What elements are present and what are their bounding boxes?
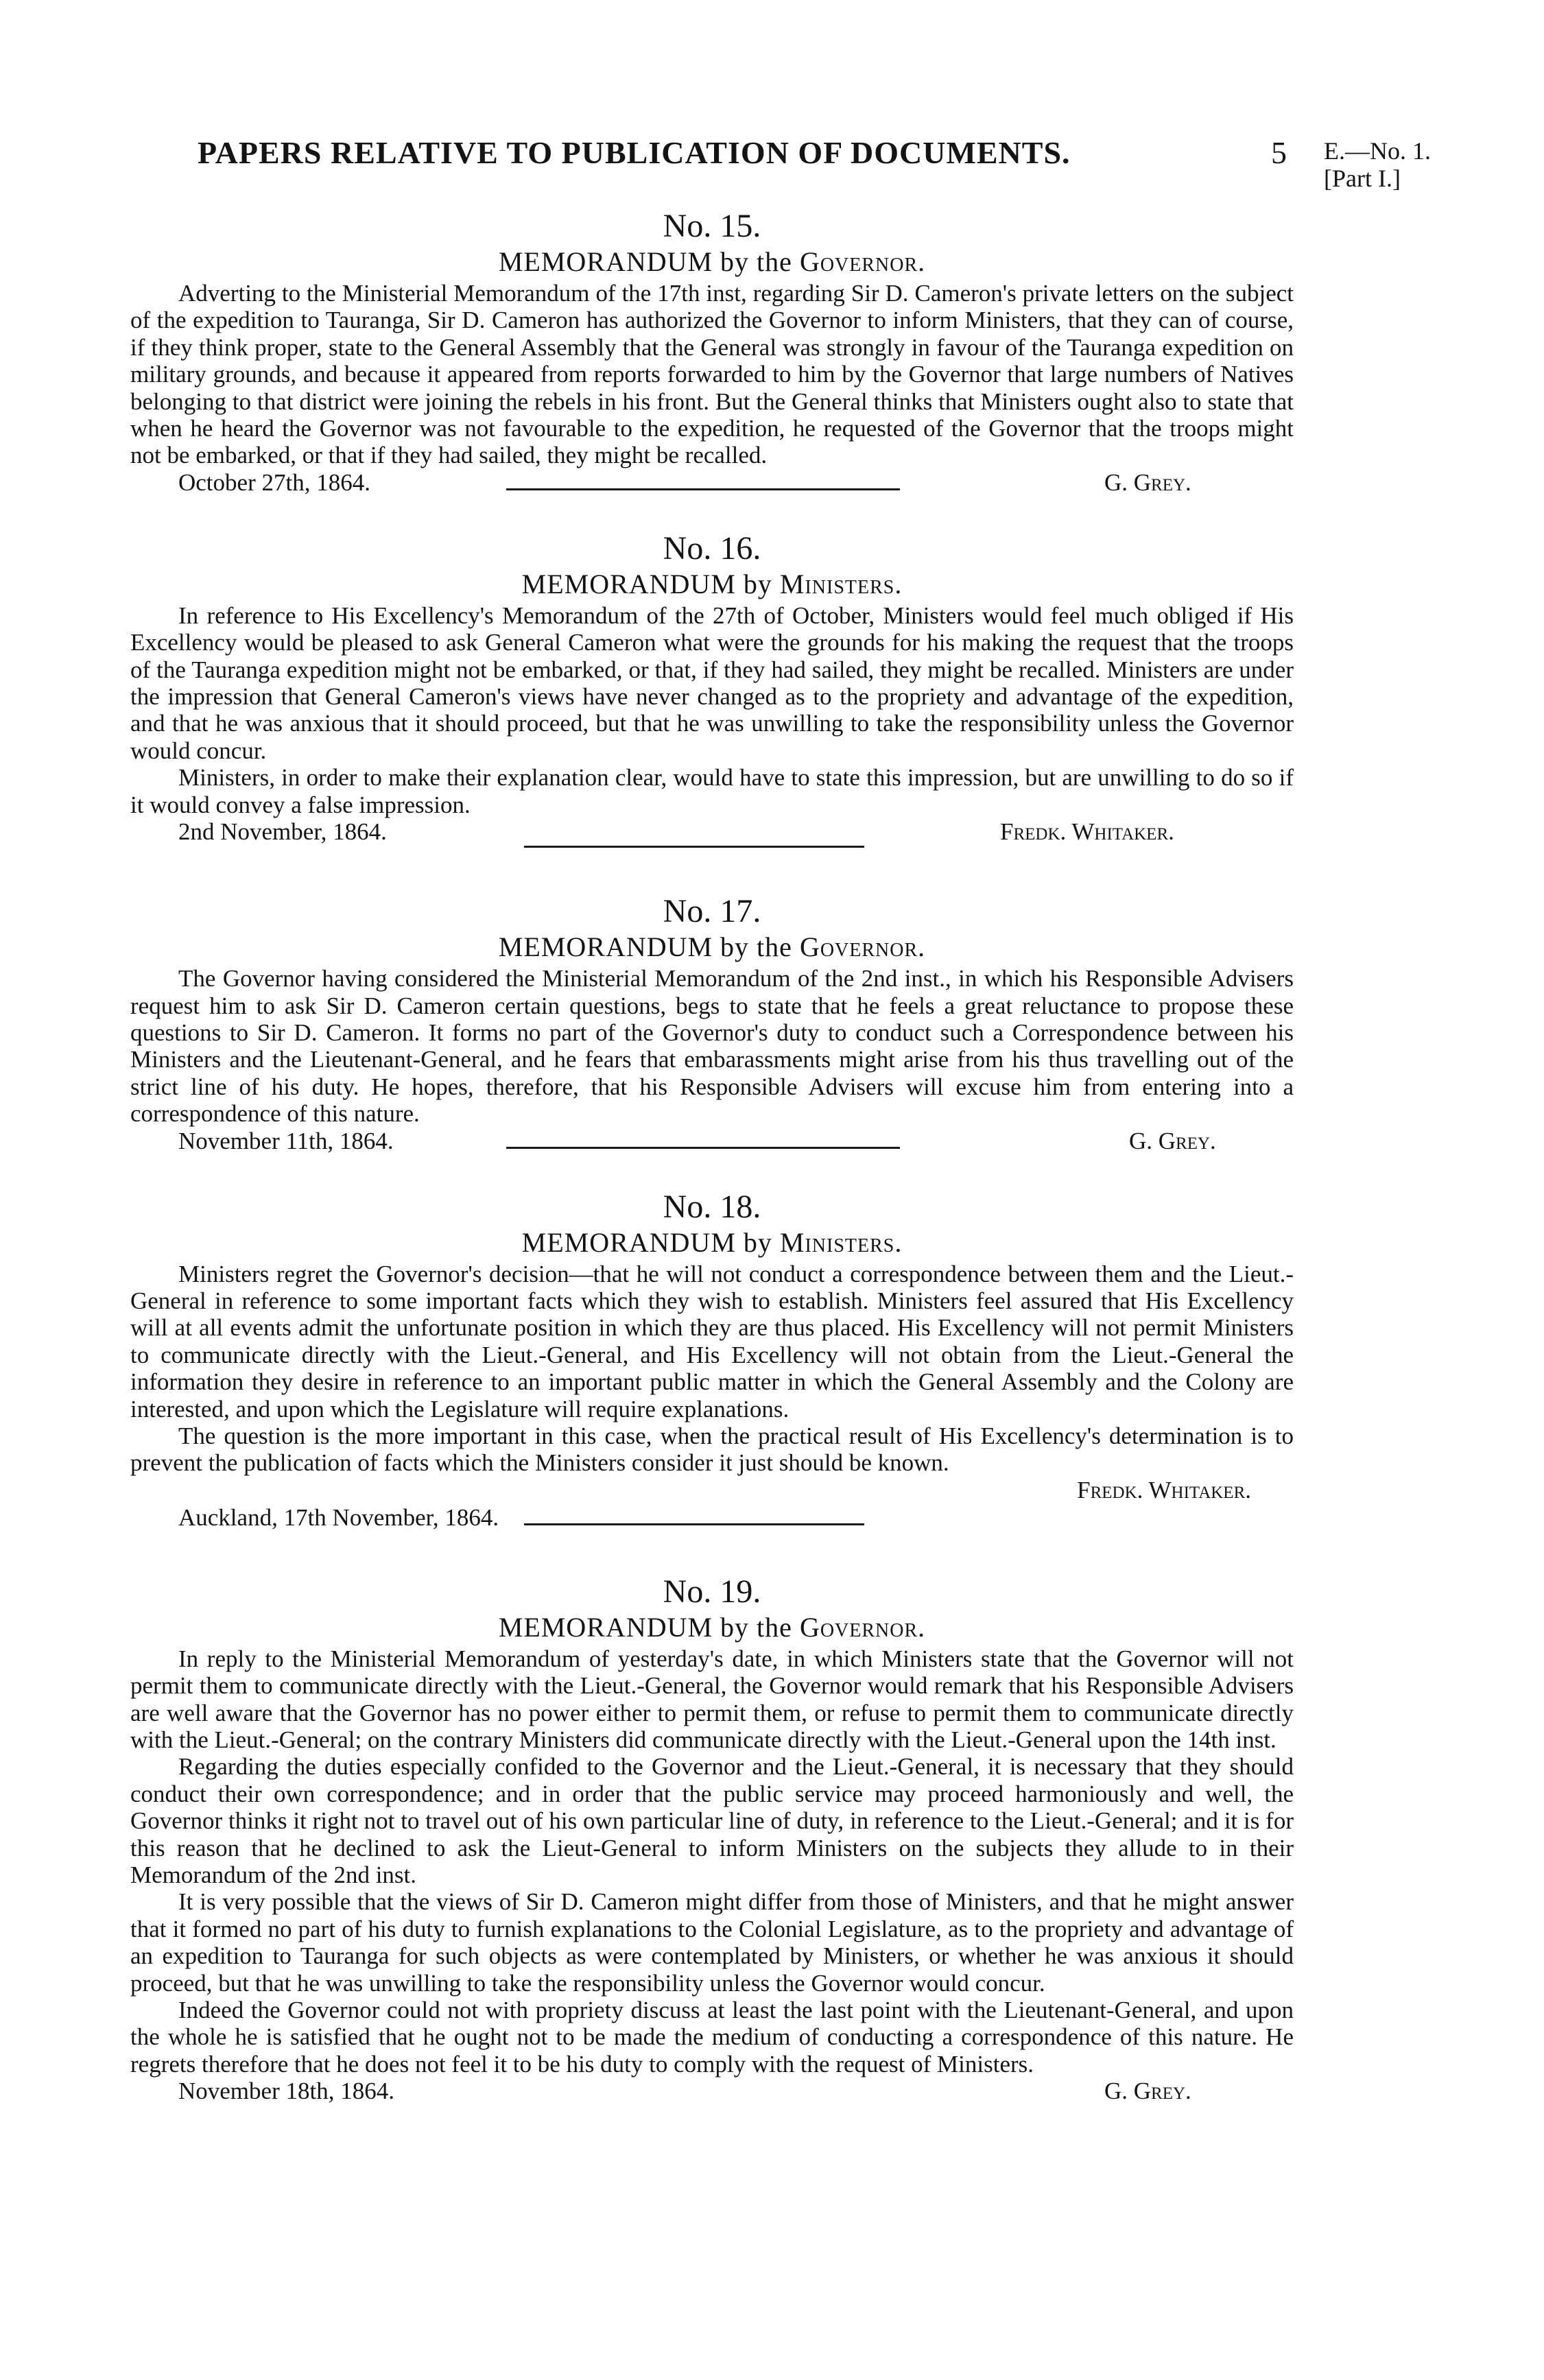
signature: G. Grey. — [1129, 1127, 1216, 1154]
signature: Fredk. Whitaker. — [1077, 1476, 1251, 1503]
title-prefix: MEMORANDUM by — [521, 1226, 772, 1258]
signature: Fredk. Whitaker. — [1000, 818, 1174, 846]
date: November 11th, 1864. — [178, 1127, 394, 1154]
paragraph: Regarding the duties especially confided to the Governor and the Lieut.-General, it is necessary that they should conduct their own correspondence; and in order that the public service may proceed harmoniously and well, the Governor thinks it right not to travel out of his own particular line of duty, in reference to the Lieut.-General; and it is for this reason that he declined to ask the Lieut-General to inform Ministers on the subjects they allude to in their Memorandum of the 2nd inst. — [130, 1753, 1294, 1889]
reference-line-2: [Part I.] — [1324, 165, 1401, 192]
section-divider — [524, 846, 864, 848]
paragraph: Adverting to the Ministerial Memorandum of the 17th inst, regarding Sir D. Cameron's private letters on the subject of the expedition to Tauranga, Sir D. Cameron has authorized the Governor to inform Ministers, that they can of course, if they think proper, state to the General Assembly that the General was strongly in favour of the Tauranga expedition on military grounds, and because it appeared from reports forwarded to him by the Governor that large numbers of Natives belonging to that district were joining the rebels in his front. But the General thinks that Ministers ought also to state that when he heard the Governor was not favourable to the expedition, he requested of the Governor that the troops might not be embarked, or that if they had sailed, they might be recalled. — [130, 280, 1294, 469]
closing-line — [130, 1504, 1294, 1532]
signature-line — [130, 1477, 1294, 1504]
reference-line-1: E.—No. 1. — [1324, 137, 1431, 165]
paragraph: The Governor having considered the Ministerial Memorandum of the 2nd inst., in which his Responsible Advisers request him to ask Sir D. Cameron certain questions, begs to state that he feels a great reluctance to propose these questions to Sir D. Cameron. It forms no part of the Governor's duty to conduct such a Correspondence between his Ministers and the Lieutenant-General, and he fears that embarassments might arise from his thus travelling out of the strict line of his duty. He hopes, therefore, that his Responsible Advisers will excuse him from entering into a correspondence of this nature. — [130, 965, 1294, 1128]
title-author: Ministers. — [779, 1226, 903, 1258]
section-divider — [506, 488, 900, 490]
section-number: No. 16. — [663, 529, 761, 567]
section-number: No. 19. — [663, 1573, 761, 1610]
title-author: Governor. — [799, 246, 926, 277]
title-prefix: MEMORANDUM by the — [498, 1611, 792, 1643]
signature: G. Grey. — [1104, 468, 1191, 496]
paragraph: It is very possible that the views of Sir D. Cameron might differ from those of Ministers, and that he might answer that it formed no part of his duty to furnish explanations to the Colonial Legislature, as to the propriety and advantage of an expedition to Tauranga for such objects as were contemplated by Ministers, or whether he was anxious it should proceed, but that he was unwilling to take the responsibility unless the Governor would concur. — [130, 1888, 1294, 1997]
memorandum-no-17 — [130, 891, 1294, 1154]
paragraph: Ministers regret the Governor's decision—that he will not conduct a correspondence between them and the Lieut.-General in reference to some important facts which they wish to establish. Ministers feel assured that His Excellency will at all events admit the unfortunate position in which they are thus placed. His Excellency will not permit Ministers to communicate directly with the Lieut.-General, and His Excellency will not obtain from the Lieut.-General the information they desire in reference to an important public matter in which the General Assembly and the Colony are interested, and upon which the Legislature will require explanations. — [130, 1260, 1294, 1423]
title-prefix: MEMORANDUM by the — [498, 931, 792, 963]
paragraph: In reference to His Excellency's Memorandum of the 27th of October, Ministers would feel much obliged if His Excellency would be pleased to ask General Cameron what were the grounds for his making the request that the troops of the Tauranga expedition might not be embarked, or that, if they had sailed, they might be recalled. Ministers are under the impression that General Cameron's views have never changed as to the propriety and advantage of the expedition, and that he was anxious that it should proceed, but that he was unwilling to take the responsibility unless the Governor would concur. — [130, 602, 1294, 764]
date: October 27th, 1864. — [178, 468, 370, 496]
date: Auckland, 17th November, 1864. — [178, 1503, 499, 1531]
signature: G. Grey. — [1104, 2078, 1191, 2105]
memorandum-no-19 — [130, 1571, 1294, 2106]
title-prefix: MEMORANDUM by the — [498, 246, 792, 277]
paragraph: Indeed the Governor could not with propriety discuss at least the last point with the Lieutenant-General, and upon the whole he is satisfied that he ought not to be made the medium of conducting a correspondence of this nature. He regrets therefore that he does not feel it to be his duty to comply with the request of Ministers. — [130, 1997, 1294, 2078]
memorandum-title — [130, 1228, 1294, 1258]
closing-line — [130, 469, 1294, 497]
title-author: Governor. — [799, 931, 926, 963]
section-divider — [524, 1523, 864, 1525]
memorandum-no-16 — [130, 528, 1294, 859]
memorandum-title — [130, 1613, 1294, 1643]
section-number: No. 17. — [663, 893, 761, 930]
title-author: Ministers. — [779, 568, 903, 599]
memorandum-no-18 — [130, 1187, 1294, 1532]
section-number: No. 15. — [663, 208, 761, 244]
date: November 18th, 1864. — [178, 2078, 394, 2105]
running-head-title: PAPERS RELATIVE TO PUBLICATION OF DOCUMENTS. — [198, 135, 1071, 170]
paragraph: The question is the more important in this case, when the practical result of His Excellency's determination is to prevent the publication of facts which the Ministers consider it just should be known. — [130, 1422, 1294, 1477]
memorandum-title — [130, 569, 1294, 599]
page-number: 5 — [1271, 135, 1287, 170]
title-author: Governor. — [799, 1611, 926, 1643]
memorandum-no-15 — [130, 206, 1294, 497]
document-reference — [1324, 137, 1431, 192]
paragraph: Ministers, in order to make their explanation clear, would have to state this impression, but are unwilling to do so if it would convey a false impression. — [130, 764, 1294, 818]
memorandum-title — [130, 247, 1294, 277]
memorandum-title — [130, 932, 1294, 962]
closing-line — [130, 818, 1294, 846]
title-prefix: MEMORANDUM by — [521, 568, 772, 599]
section-number: No. 18. — [663, 1188, 761, 1225]
paragraph: In reply to the Ministerial Memorandum of yesterday's date, in which Ministers state that the Governor will not permit them to communicate directly with the Lieut.-General, the Governor would remark that his Responsible Advisers are well aware that the Governor has no power either to permit them, or refuse to permit them to communicate directly with the Lieut.-General; on the contrary Ministers did communicate directly with the Lieut.-General upon the 14th inst. — [130, 1645, 1294, 1753]
closing-line — [130, 1128, 1294, 1155]
date: 2nd November, 1864. — [178, 818, 387, 846]
document-body — [130, 206, 1294, 2105]
closing-line — [130, 2078, 1294, 2105]
section-divider — [506, 1147, 900, 1149]
